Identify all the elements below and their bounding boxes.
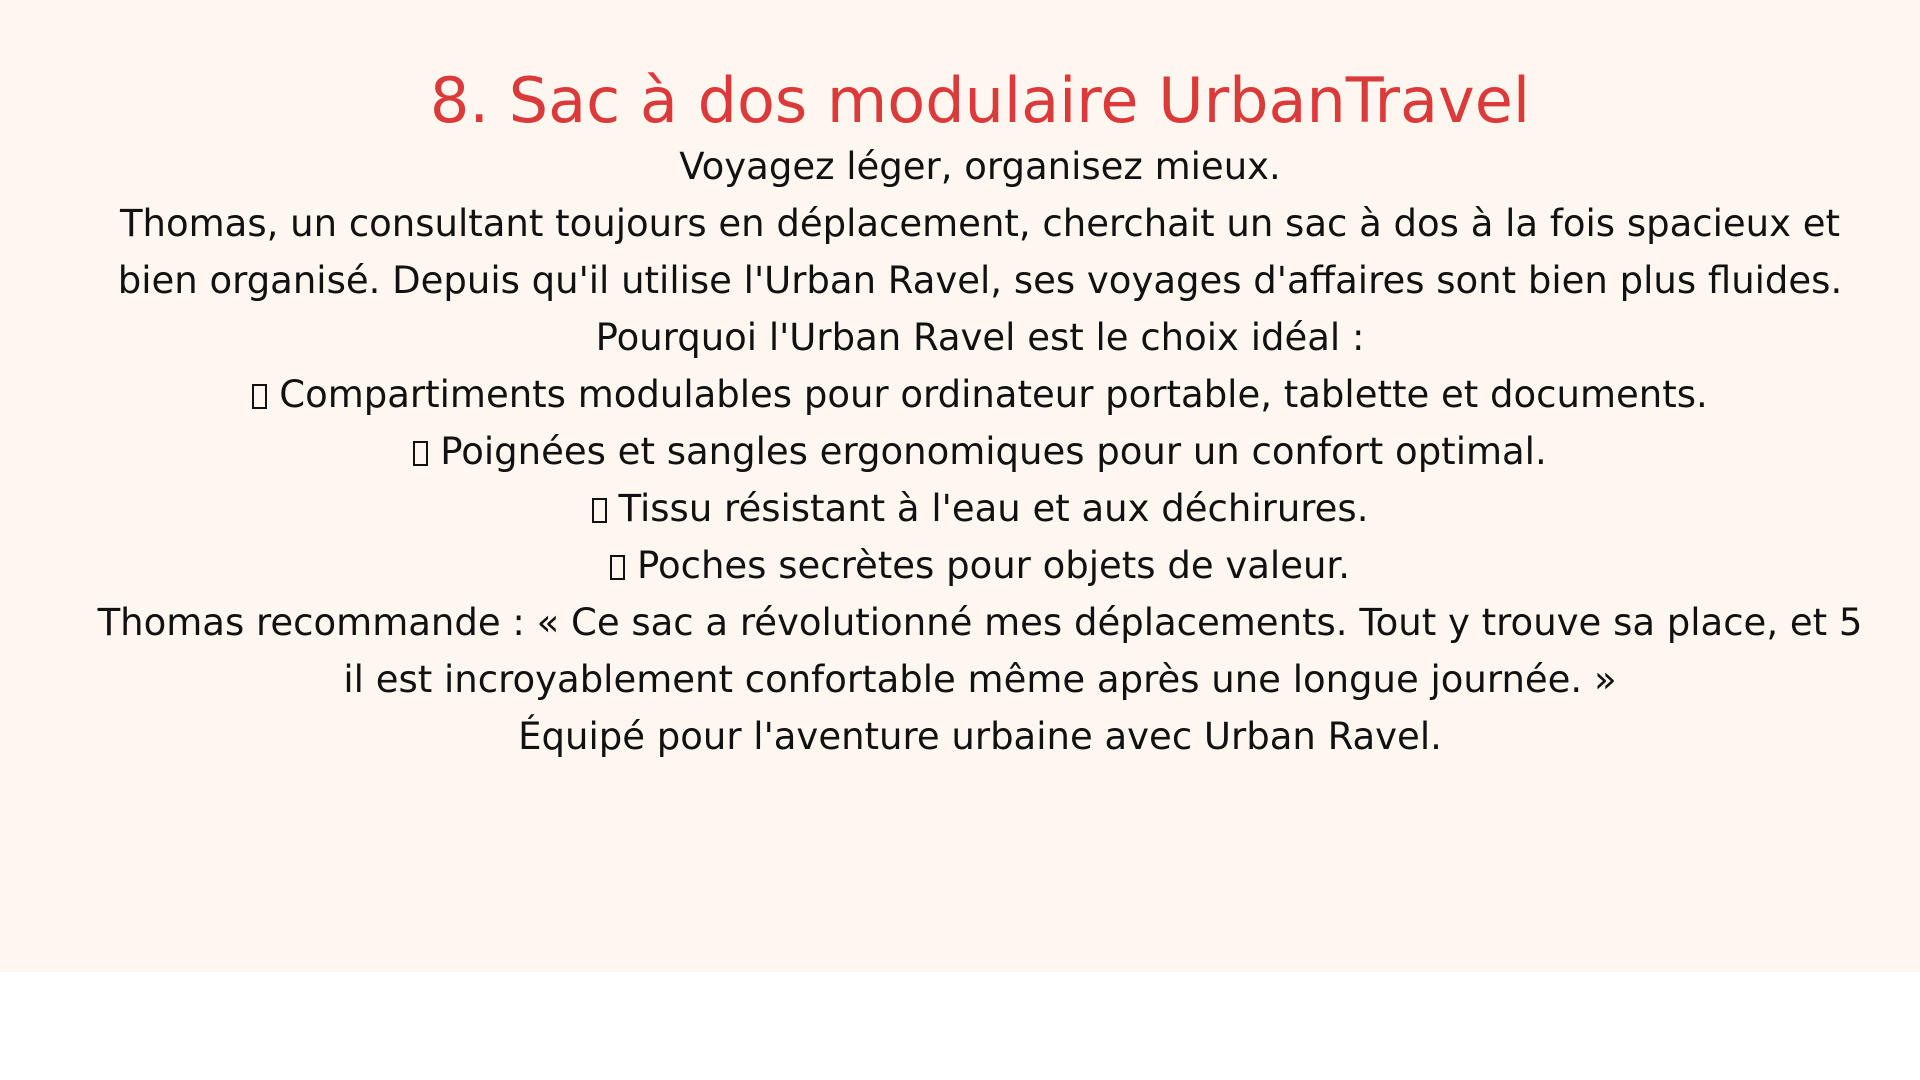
story-line-1: Thomas, un consultant toujours en déplacement, cherchait un sac à dos à la fois spacieux et xyxy=(119,202,1841,245)
missing-glyph-box-icon xyxy=(413,441,428,466)
story-line-2: bien organisé. Depuis qu'il utilise l'Urban Ravel, ses voyages d'affaires sont bien plus fluides. xyxy=(117,259,1843,302)
feature-text: Poches secrètes pour objets de valeur. xyxy=(637,544,1350,587)
why-heading: Pourquoi l'Urban Ravel est le choix idéal : xyxy=(595,316,1365,359)
feature-item xyxy=(40,537,1920,594)
missing-glyph-box-icon xyxy=(592,498,607,523)
missing-glyph-box-icon xyxy=(252,384,267,409)
feature-item xyxy=(40,423,1920,480)
feature-item xyxy=(40,366,1920,423)
missing-glyph-box-icon xyxy=(610,555,625,580)
feature-text: Poignées et sangles ergonomiques pour un confort optimal. xyxy=(440,430,1547,473)
tagline: Voyagez léger, organisez mieux. xyxy=(679,145,1281,188)
testimonial-line-1: Thomas recommande : « Ce sac a révolutionné mes déplacements. Tout y trouve sa place, et 5 xyxy=(97,601,1863,644)
feature-text: Tissu résistant à l'eau et aux déchirures. xyxy=(618,487,1369,530)
feature-item xyxy=(40,480,1920,537)
closing-line: Équipé pour l'aventure urbaine avec Urban Ravel. xyxy=(518,715,1442,758)
page-title: 8. Sac à dos modulaire UrbanTravel xyxy=(429,64,1531,137)
testimonial-line-2: il est incroyablement confortable même après une longue journée. » xyxy=(343,658,1617,701)
slide-content xyxy=(40,58,1920,765)
feature-text: Compartiments modulables pour ordinateur portable, tablette et documents. xyxy=(279,373,1708,416)
